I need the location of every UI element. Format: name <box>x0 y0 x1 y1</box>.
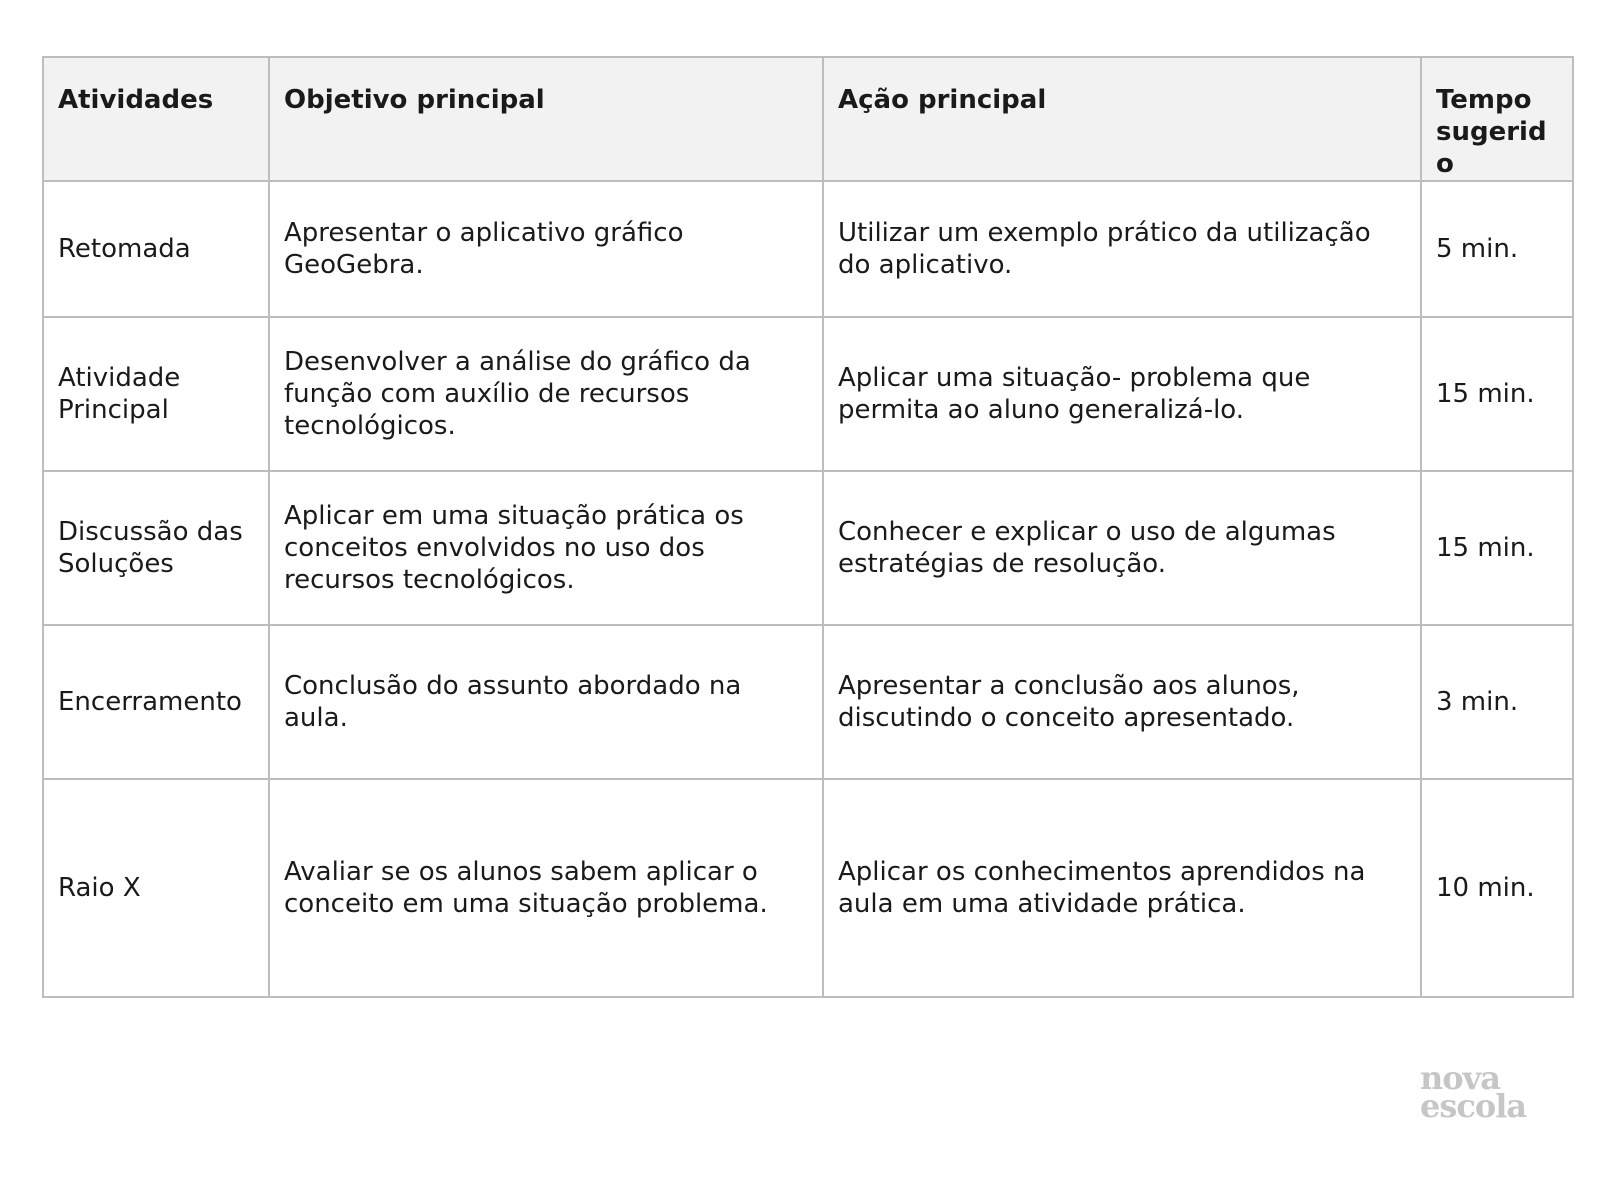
cell-acao: Conhecer e explicar o uso de algumas estratégias de resolução. <box>823 471 1421 625</box>
cell-acao: Apresentar a conclusão aos alunos, discutindo o conceito apresentado. <box>823 625 1421 779</box>
table-row <box>43 181 1573 317</box>
logo-line-escola: escola <box>1420 1087 1527 1125</box>
cell-objetivo: Aplicar em uma situação prática os conceitos envolvidos no uso dos recursos tecnológicos. <box>269 471 823 625</box>
table-body <box>43 181 1573 997</box>
lesson-plan-table <box>42 56 1574 998</box>
nova-escola-logo <box>1420 1059 1527 1125</box>
table-row <box>43 471 1573 625</box>
cell-objetivo: Desenvolver a análise do gráfico da função com auxílio de recursos tecnológicos. <box>269 317 823 471</box>
cell-tempo: 15 min. <box>1421 317 1573 471</box>
cell-tempo: 10 min. <box>1421 779 1573 997</box>
table-row <box>43 625 1573 779</box>
header-acao: Ação principal <box>823 57 1421 181</box>
cell-acao: Aplicar os conhecimentos aprendidos na aula em uma atividade prática. <box>823 779 1421 997</box>
header-tempo: Tempo sugerido <box>1421 57 1573 181</box>
cell-atividade: Discussão das Soluções <box>43 471 269 625</box>
cell-objetivo: Apresentar o aplicativo gráfico GeoGebra. <box>269 181 823 317</box>
cell-acao: Aplicar uma situação- problema que permita ao aluno generalizá-lo. <box>823 317 1421 471</box>
table-row <box>43 779 1573 997</box>
cell-atividade: Encerramento <box>43 625 269 779</box>
cell-objetivo: Conclusão do assunto abordado na aula. <box>269 625 823 779</box>
header-atividades: Atividades <box>43 57 269 181</box>
cell-tempo: 3 min. <box>1421 625 1573 779</box>
cell-acao: Utilizar um exemplo prático da utilização do aplicativo. <box>823 181 1421 317</box>
logo-line-nova: nova <box>1420 1059 1500 1097</box>
cell-atividade: Raio X <box>43 779 269 997</box>
cell-atividade: Retomada <box>43 181 269 317</box>
cell-tempo: 5 min. <box>1421 181 1573 317</box>
cell-tempo: 15 min. <box>1421 471 1573 625</box>
cell-objetivo: Avaliar se os alunos sabem aplicar o conceito em uma situação problema. <box>269 779 823 997</box>
header-row <box>43 57 1573 181</box>
table-header <box>43 57 1573 181</box>
header-objetivo: Objetivo principal <box>269 57 823 181</box>
table-row <box>43 317 1573 471</box>
cell-atividade: Atividade Principal <box>43 317 269 471</box>
